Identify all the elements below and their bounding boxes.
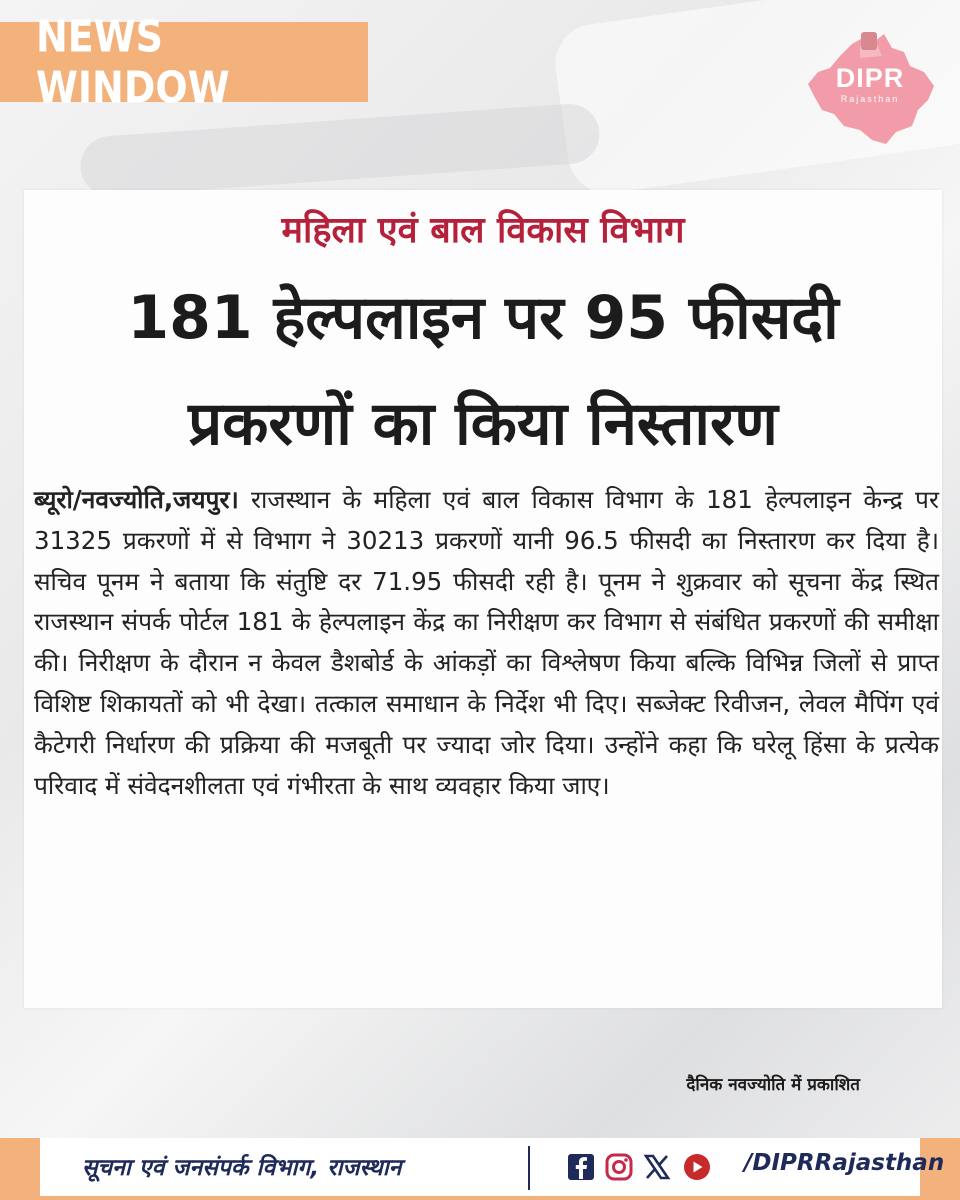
news-clipping [24, 190, 942, 1008]
footer-department: सूचना एवं जनसंपर्क विभाग, राजस्थान [82, 1155, 402, 1181]
youtube-icon[interactable] [680, 1152, 714, 1182]
dateline: ब्यूरो/नवज्योति,जयपुर। [34, 485, 239, 514]
article-body [34, 480, 939, 806]
article-body-text: राजस्थान के महिला एवं बाल विकास विभाग के 181 हेल्पलाइन केन्द्र पर 31325 प्रकरणों में से विभाग ने 30213 प्रकरणों यानी 96.5 फीसदी का निस्तारण कर दिया है। सचिव पूनम ने बताया कि संतुष्टि दर 71.95 फीसदी रही है। पूनम ने शुक्रवार को सूचना केंद्र स्थित राजस्थान संपर्क पोर्टल 181 के हेल्पलाइन केंद्र का निरीक्षण कर विभाग से संबंधित प्रकरणों की समीक्षा की। निरीक्षण के दौरान न केवल डैशबोर्ड के आंकड़ों का विश्लेषण किया बल्कि विभिन्न जिलों से प्राप्त विशिष्ट शिकायतों को भी देखा। तत्काल समाधान के निर्देश भी दिए। सब्जेक्ट रिवीजन, लेवल मैपिंग एवं कैटेगरी निर्धारण की प्रक्रिया की मजबूती पर ज्यादा जोर दिया। उन्होंने कहा कि घरेलू हिंसा के प्रत्येक परिवाद में संवेदनशीलता एवं गंभीरता के साथ व्यवहार किया जाए। [34, 485, 939, 800]
background-shape [79, 102, 602, 198]
facebook-icon[interactable] [566, 1152, 596, 1182]
headline-line-1: 181 हेल्पलाइन पर 95 फीसदी [127, 283, 839, 353]
logo-subtitle: Rajasthan [840, 94, 900, 104]
footer-bar [0, 1138, 960, 1200]
instagram-icon[interactable] [604, 1152, 634, 1182]
news-window-badge [0, 11, 368, 113]
source-note: दैनिक नवज्योति में प्रकाशित [686, 1075, 860, 1095]
dipr-logo [800, 26, 940, 151]
news-window-label: NEWS WINDOW [36, 11, 230, 113]
social-handle[interactable]: /DIPRRajasthan [744, 1150, 945, 1176]
logo-name: DIPR [835, 63, 905, 93]
department-heading: महिला एवं बाल विकास विभाग [281, 210, 685, 251]
footer-panel [40, 1138, 945, 1196]
headline-line-2: प्रकरणों का किया निस्तारण [188, 389, 778, 459]
footer-divider [528, 1146, 530, 1190]
x-icon[interactable] [642, 1152, 672, 1182]
